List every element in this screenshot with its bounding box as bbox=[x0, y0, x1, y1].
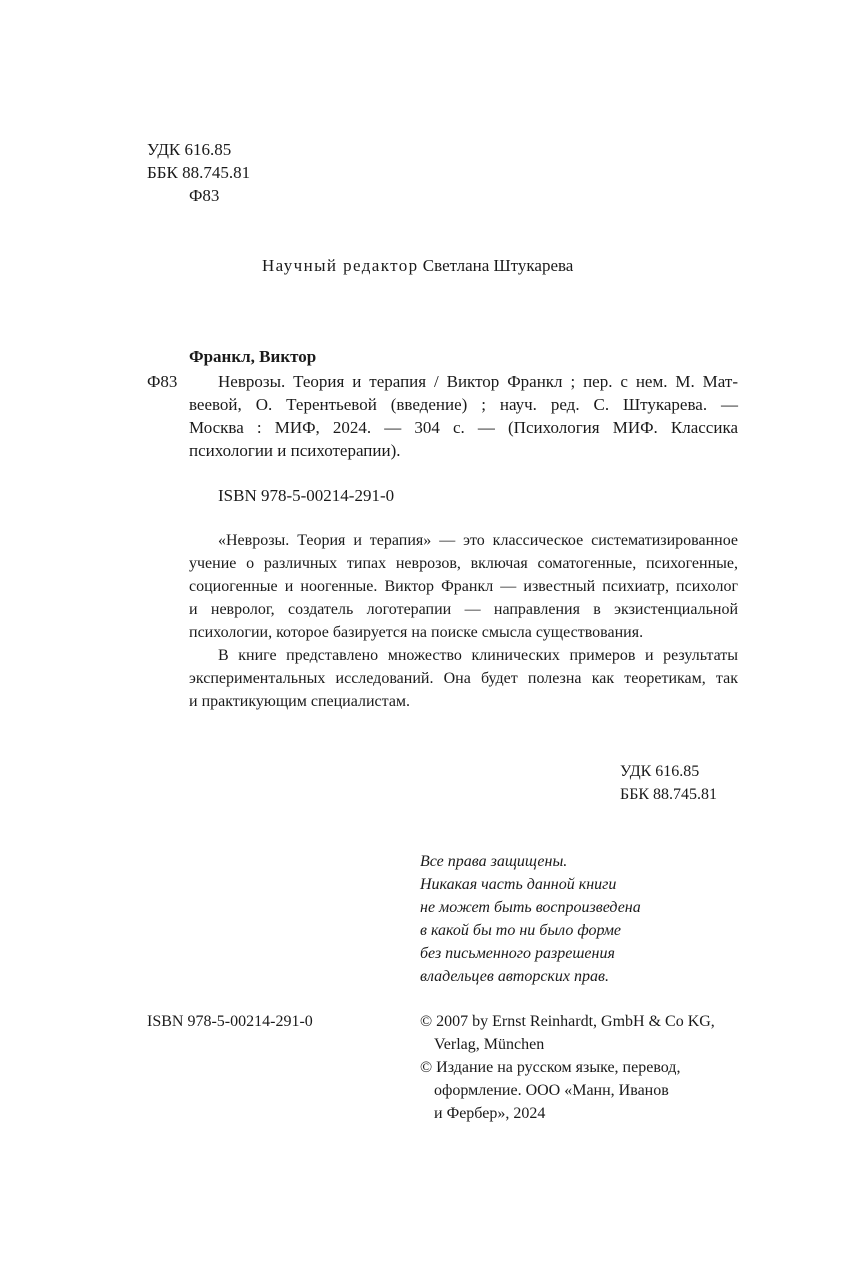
bbk-code-right: ББК 88.745.81 bbox=[620, 786, 718, 803]
copyright-block bbox=[420, 1010, 715, 1125]
author-heading: Франкл, Виктор bbox=[189, 347, 317, 366]
rights-line: Все права защищены. bbox=[420, 853, 568, 870]
rights-notice bbox=[420, 850, 641, 988]
copyright-line: Verlag, München bbox=[434, 1036, 545, 1053]
annotation-line: психологии, которое базируется на поиске смысла существования. bbox=[189, 624, 644, 641]
udk-code: УДК 616.85 bbox=[147, 140, 232, 159]
annotation-line: учение о различных типах неврозов, включая соматогенные, психогенные, bbox=[189, 555, 738, 572]
copyright-line: оформление. ООО «Манн, Иванов bbox=[434, 1082, 669, 1099]
annotation-line: и практикующим специалистам. bbox=[189, 693, 411, 710]
catalog-description bbox=[189, 370, 738, 462]
udk-code-right: УДК 616.85 bbox=[620, 763, 700, 780]
annotation-line: В книге представлено множество клинических примеров и результаты bbox=[218, 647, 738, 664]
description-line: Неврозы. Теория и терапия / Виктор Франкл ; пер. с нем. М. Мат- bbox=[218, 372, 738, 391]
copyright-line: © 2007 by Ernst Reinhardt, GmbH & Co KG, bbox=[420, 1013, 715, 1030]
rights-line: Никакая часть данной книги bbox=[420, 876, 617, 893]
annotation-line: экспериментальных исследований. Она будет полезна как теоретикам, так bbox=[189, 670, 738, 687]
editor-prefix: Научный редактор bbox=[262, 256, 419, 275]
annotation-line: «Неврозы. Теория и терапия» — это классическое систематизированное bbox=[218, 532, 738, 549]
scientific-editor-line bbox=[262, 254, 573, 277]
bbk-code: ББК 88.745.81 bbox=[147, 163, 251, 182]
rights-line: без письменного разрешения bbox=[420, 945, 615, 962]
description-line: Москва : МИФ, 2024. — 304 с. — (Психология МИФ. Классика bbox=[189, 418, 738, 437]
annotation-line: социогенные и ноогенные. Виктор Франкл — известный психиатр, психолог bbox=[189, 578, 738, 595]
author-sign: Ф83 bbox=[189, 186, 220, 205]
annotation-line: и невролог, создатель логотерапии — направления в экзистенциальной bbox=[189, 601, 738, 618]
copyright-line: © Издание на русском языке, перевод, bbox=[420, 1059, 681, 1076]
footer-isbn: ISBN 978-5-00214-291-0 bbox=[147, 1013, 313, 1030]
rights-line: не может быть воспроизведена bbox=[420, 899, 641, 916]
annotation bbox=[189, 529, 738, 713]
editor-name: Светлана Штукарева bbox=[422, 256, 574, 275]
catalog-sign: Ф83 bbox=[147, 372, 178, 391]
description-line: веевой, О. Терентьевой (введение) ; науч. ред. С. Штукарева. — bbox=[189, 395, 738, 414]
description-line: психологии и психотерапии). bbox=[189, 441, 401, 460]
copyright-line: и Фербер», 2024 bbox=[434, 1105, 546, 1122]
rights-line: в какой бы то ни было форме bbox=[420, 922, 621, 939]
catalog-isbn: ISBN 978-5-00214-291-0 bbox=[218, 486, 395, 505]
rights-line: владельцев авторских прав. bbox=[420, 968, 609, 985]
